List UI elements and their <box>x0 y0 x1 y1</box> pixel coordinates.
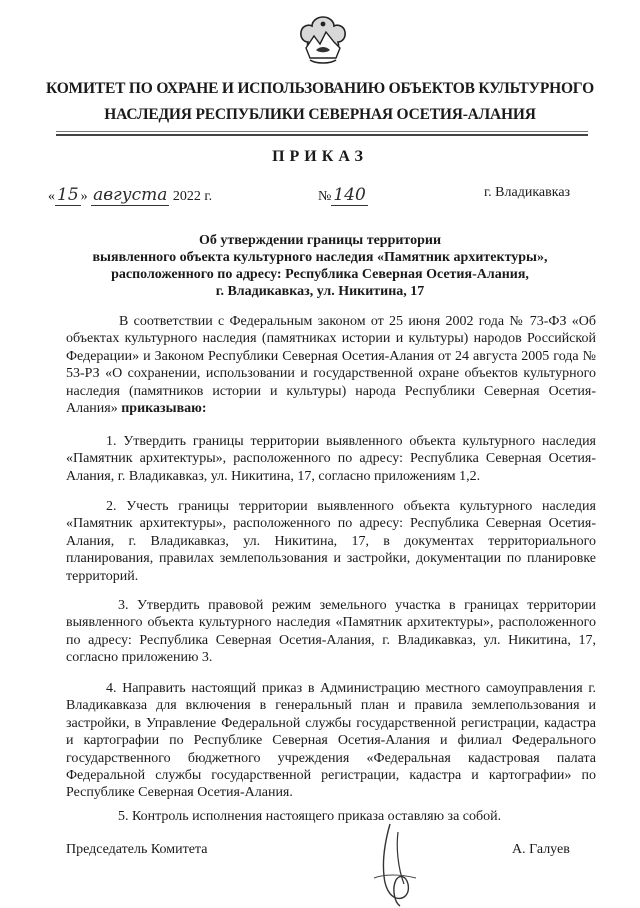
order-date-quote-open: « <box>48 189 55 204</box>
order-date-quote-close: » <box>80 189 88 204</box>
order-title-line4: г. Владикавказ, ул. Никитина, 17 <box>215 284 425 299</box>
signatory-role: Председатель Комитета <box>66 842 208 857</box>
order-item-1: 1. Утвердить границы территории выявленного объекта культурного наследия «Памятник архитектуры», расположенного по адресу: Республика Северная Осетия-Алания, г. Владикавказ, ул. Никитина, 17, согласно приложениям 1,2. <box>66 434 596 484</box>
order-item-3: 3. Утвердить правовой режим земельного участка в границах территории выявленного объекта культурного наследия «Памятник архитектуры», расположенного по адресу: Республика Северная Осетия-Алания, г. Владикавказ, ул. Никитина, 17, согласно приложению 3. <box>66 598 596 666</box>
handwritten-signature-icon <box>360 818 430 908</box>
order-number-label: № <box>318 189 332 204</box>
order-year: 2022 г. <box>172 189 213 204</box>
intro-command: приказываю: <box>121 401 207 417</box>
order-title-line2: выявленного объекта культурного наследия «Памятник архитектуры», <box>92 250 548 265</box>
coat-of-arms-icon <box>296 14 350 66</box>
intro-paragraph <box>66 313 596 417</box>
org-name-line1: КОМИТЕТ ПО ОХРАНЕ И ИСПОЛЬЗОВАНИЮ ОБЪЕКТОВ КУЛЬТУРНОГО <box>46 80 594 97</box>
order-item-2: 2. Учесть границы территории выявленного объекта культурного наследия «Памятник архитектуры», расположенного по адресу: Республика Северная Осетия-Алания, г. Владикавказ, ул. Никитина, 17, в документах территориального планирования, правилах землепользования и застройки, документации по планировке территорий. <box>66 499 596 584</box>
order-heading: ПРИКАЗ <box>272 148 368 165</box>
order-item-4: 4. Направить настоящий приказ в Администрацию местного самоуправления г. Владикавказа для включения в генеральный план и правила землепользования и застройки, в Управление Федеральной службы государственной регистрации, кадастра и картографии по Республике Северная Осетия-Алания и филиал Федерального государственного бюджетного учреждения «Федеральная кадастровая палата Федеральной службы государственной регистрации, кадастра и картографии» по Республике Северная Осетия-Алания. <box>66 681 596 801</box>
order-title-line3: расположенного по адресу: Республика Северная Осетия-Алания, <box>111 267 529 282</box>
header-divider-thick <box>56 134 588 136</box>
order-item-5: 5. Контроль исполнения настоящего приказа оставляю за собой. <box>118 809 502 824</box>
order-number <box>318 185 368 205</box>
order-city: г. Владикавказ <box>484 185 571 200</box>
order-date <box>48 185 212 205</box>
signatory-name: А. Галуев <box>512 842 570 857</box>
order-number-value: 140 <box>333 185 366 205</box>
header-divider-thin <box>56 131 588 132</box>
order-title-line1: Об утверждении границы территории <box>198 233 442 248</box>
order-day: 15 <box>57 185 79 205</box>
org-name-line2: НАСЛЕДИЯ РЕСПУБЛИКИ СЕВЕРНАЯ ОСЕТИЯ-АЛАНИЯ <box>104 106 536 123</box>
intro-text: В соответствии с Федеральным законом от 25 июня 2002 года № 73-ФЗ «Об объектах культурного наследия (памятниках истории и культуры) народов Российской Федерации» и Законом Республики Северная Осетия-Алания от 24 августа 2005 года № 53-РЗ «О сохранении, использовании и государственной охране объектов культурного наследия (памятников истории и культуры) народа Республики Северная Осетия-Алания» <box>66 314 596 417</box>
order-month: августа <box>93 185 168 205</box>
